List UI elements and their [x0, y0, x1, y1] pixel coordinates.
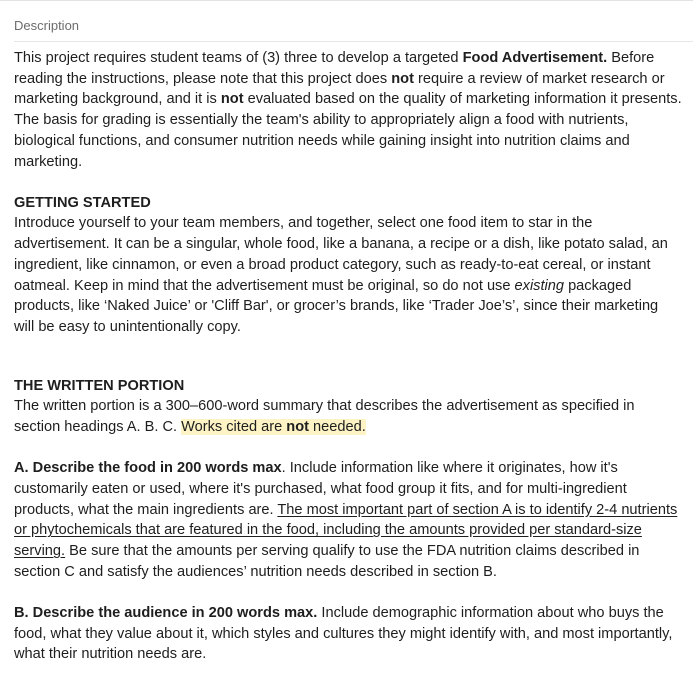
- intro-paragraph: [14, 48, 682, 172]
- works-cited-text: Works cited are: [181, 419, 287, 436]
- section-a-underlined-requirement: The most important part of section A is to identify 2-4 nutrients or phytochemicals that are featured in the food, including the amounts provided per standard-size serving.: [14, 501, 678, 560]
- section-b-heading: B. Describe the audience in 200 words max.: [14, 604, 318, 621]
- label-divider: [14, 41, 693, 42]
- works-cited-not-emphasis: not: [286, 419, 309, 436]
- intro-text-2: Before reading the instructions, please note that this project does: [14, 50, 655, 87]
- section-a-heading: A. Describe the food in 200 words max: [14, 460, 282, 477]
- intro-not-emphasis-1: not: [391, 70, 414, 87]
- getting-started-text-2: packaged products, like ‘Naked Juice’ or 'Cliff Bar', or grocer’s brands, like ‘Trader Joe’s’, since their marketing will be easy to unintentionally copy.: [14, 277, 659, 335]
- getting-started-heading: GETTING STARTED: [14, 194, 151, 211]
- top-divider: [0, 0, 693, 1]
- description-body: [14, 48, 682, 665]
- section-b-paragraph: [14, 603, 682, 665]
- written-portion-paragraph: [14, 396, 682, 437]
- getting-started-paragraph: [14, 213, 682, 337]
- description-label: Description: [14, 18, 80, 33]
- section-a-text-2: Be sure that the amounts per serving qualify to use the FDA nutrition claims described in section C and satisfy the audiences’ nutrition needs described in section B.: [14, 543, 640, 580]
- section-b-text: Include demographic information about who buys the food, what they value about it, which styles and cultures they might identify with, and most importantly, what their nutrition needs are.: [14, 604, 673, 663]
- getting-started-text-1: Introduce yourself to your team members, and together, select one food item to star in the advertisement. It can be a singular, whole food, like a banana, a recipe or a dish, like potato salad, an ingredient, like cinnamon, or even a broad product category, such as ready-to-eat cereal, or instant oatmeal. Keep in mind that the advertisement must be original, so do not use: [14, 215, 668, 294]
- section-a-paragraph: [14, 458, 682, 582]
- food-advertisement-emphasis: Food Advertisement.: [462, 50, 608, 66]
- intro-text-4: evaluated based on the quality of marketing information it presents. The basis for grading is essentially the team's ability to appropriately align a food with nutrients, biological functions, and consumer nutrition needs while gaining insight into nutrition claims and marketing.: [14, 91, 682, 170]
- existing-emphasis: existing: [514, 277, 565, 294]
- works-cited-highlight: [181, 419, 366, 435]
- works-cited-needed-text: needed.: [309, 419, 366, 436]
- intro-text-3: require a review of market research or marketing background, and it is: [14, 70, 665, 108]
- intro-not-emphasis-2: not: [220, 91, 244, 108]
- written-portion-heading: THE WRITTEN PORTION: [14, 377, 185, 394]
- written-portion-text: The written portion is a 300–600-word summary that describes the advertisement as specified in section headings A. B. C.: [14, 398, 635, 436]
- section-a-text-1: . Include information like where it originates, how it's customarily eaten or used, where it's purchased, what food group it fits, and for multi-ingredient products, what the main ingredients are.: [14, 460, 627, 518]
- intro-text-1: This project requires student teams of (3) three to develop a targeted: [14, 50, 463, 66]
